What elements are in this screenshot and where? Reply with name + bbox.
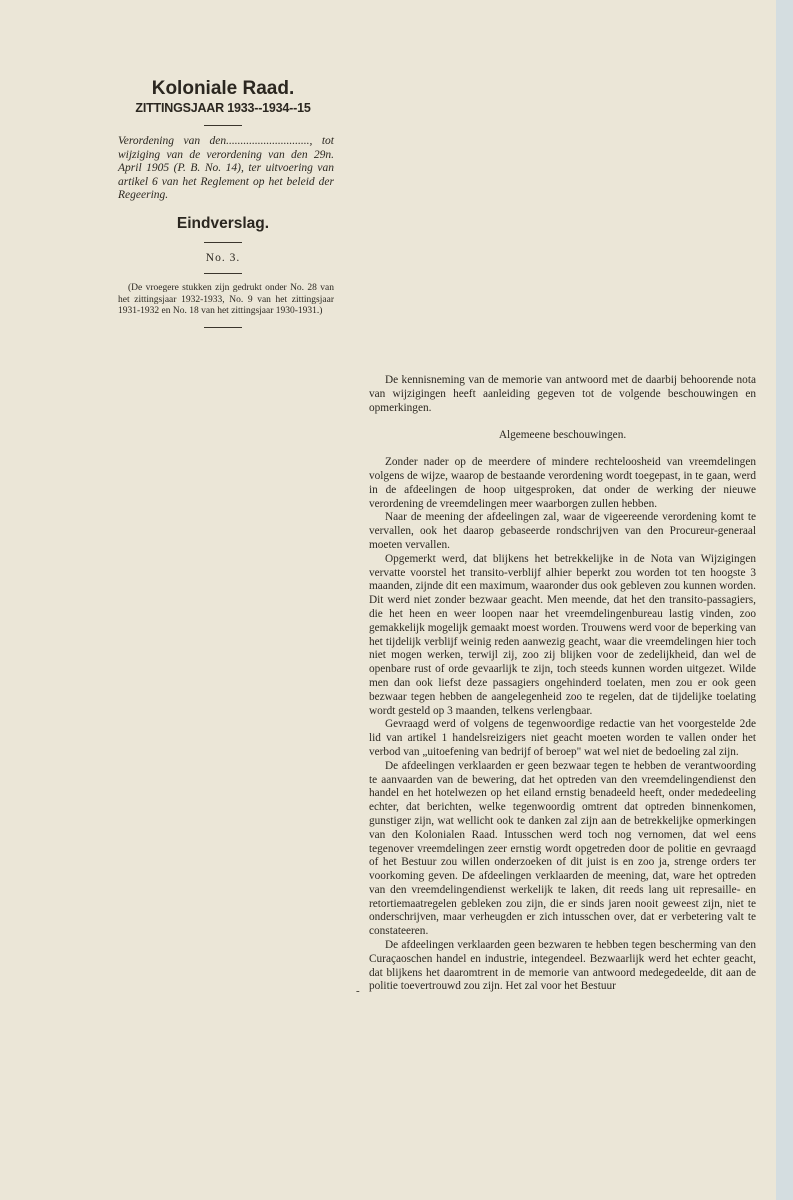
council-title: Koloniale Raad. — [151, 78, 295, 99]
session-year: ZITTINGSJAAR 1933--1934--15 — [135, 101, 311, 115]
section-heading: Algemeene beschouwingen. — [498, 429, 627, 442]
divider — [204, 327, 242, 328]
intro-paragraph: De kennisneming van de memorie van antwoord met de daarbij behoorende nota van wijzigingen heeft aanleiding gegeven tot de volgende beschouwingen en opmerkingen. — [369, 374, 756, 414]
paragraph: De afdeelingen verklaarden geen bezwaren te hebben tegen bescherming van den Curaçaoschen handel en industrie, integendeel. Bezwaarlijk werd het echter geacht, dat blijkens het daaromtrent in de memorie van antwoord medegedeelde, dit aan de politie toevertrouwd zou zijn. Het zal voor het Bestuur — [369, 939, 756, 993]
paragraph: De afdeelingen verklaarden er geen bezwaar tegen te hebben de verantwoording te aanvaarden van de bewering, dat het optreden van den vreemdelingendienst den handel en het hotelwezen op het eiland ernstig benadeeld heeft, onder mededeeling echter, dat berichten, welke tegenwoordig omtrent dat optreden binnenkomen, gunstiger zijn, wat wellicht ook te danken zal zijn aan de betrekkelijke opmerkingen van den Kolonialen Raad. Intusschen werd toch nog vernomen, dat wel eens tegenover vreemdelingen zeer ernstig wordt opgetreden door de politie en gevraagd of het Bestuur zou willen onderzoeken of dit juist is en zoo ja, strenge orders ter voorkoming geven. De afdeelingen verklaarden de meening, dat, ware het optreden van den vreemdelingendienst werkelijk te laken, dit reeds lang uit represaille- en retortiemaatregelen gebleken zou zijn, die er sinds jaren nooit geweest zijn, niet te onderschrijven, maar verheugden er zich intusschen over, dat er verbetering valt te constateeren. — [369, 759, 756, 938]
paragraph: Zonder nader op de meerdere of mindere rechteloosheid van vreemdelingen volgens de wijze, waarop de bestaande verordening wordt toegepast, in te gaan, werd in de afdeelingen de hoop uitgesproken, dat onder de werking der nieuwe verordening de vreemdelingen meer waarborgen zullen hebben. — [369, 456, 756, 510]
scan-edge — [776, 0, 793, 1200]
document-number: No. 3. — [205, 251, 241, 264]
previous-documents-note: (De vroegere stukken zijn gedrukt onder No. 28 van het zittingsjaar 1932-1933, No. 9 van het zittingsjaar 1931-1932 en No. 18 van het zittingsjaar 1930-1931.) — [118, 282, 334, 317]
paragraph: Naar de meening der afdeelingen zal, waar de vigeereende verordening komt te vervallen, ook het daarop gebaseerde rondschrijven van den Procureur-generaal moeten vervallen. — [369, 511, 756, 551]
paragraph: Gevraagd werd of volgens de tegenwoordige redactie van het voorgestelde 2de lid van artikel 1 handelsreizigers niet geacht moeten worden te vallen onder het verbod van „uitoefening van bedrijf of beroep" wat wel niet de bedoeling zal zijn. — [369, 718, 756, 758]
margin-mark: - — [356, 985, 360, 997]
divider — [204, 242, 242, 243]
divider — [204, 125, 242, 126]
report-body — [369, 374, 756, 994]
report-title: Eindverslag. — [176, 214, 270, 232]
ordinance-description: Verordening van den............................., tot wijziging van de verordening van den 29n. April 1905 (P. B. No. 14), ter uitvoering van artikel 6 van het Reglement op het beleid der Regeering. — [118, 135, 334, 202]
paragraph: Opgemerkt werd, dat blijkens het betrekkelijke in de Nota van Wijzigingen vervatte voorstel het transito-verblijf alhier beperkt zou worden tot ten hoogste 3 maanden, zijnde dit een maximum, waaronder dus ook gebleven zou kunnen worden. Dit werd niet zonder bezwaar geacht. Men meende, dat het den transito-passagiers, die het heen en weer loopen naar het vreemdelingenbureau lastig vinden, zoo gemakkelijk mogelijk gemaakt moest worden. Trouwens werd voor de beperking van het tijdelijk verblijf weinig reden aanwezig geacht, waar die vreemdelingen hier toch niet mogen werken, terwijl zij, zoo zij blijken voor de zedelijkheid, dan wel de openbare rust of orde gevaarlijk te zijn, toch steeds kunnen worden uitgezet. Wilde men dan ook liefst deze passagiers ongehinderd toelaten, men zou er ook geen bezwaar tegen hebben de aangelegenheid zoo te regelen, dat de tijdelijke toelating wordt gesteld op 3 maanden, telkens verlengbaar. — [369, 552, 756, 717]
divider — [204, 273, 242, 274]
left-column — [112, 78, 334, 337]
